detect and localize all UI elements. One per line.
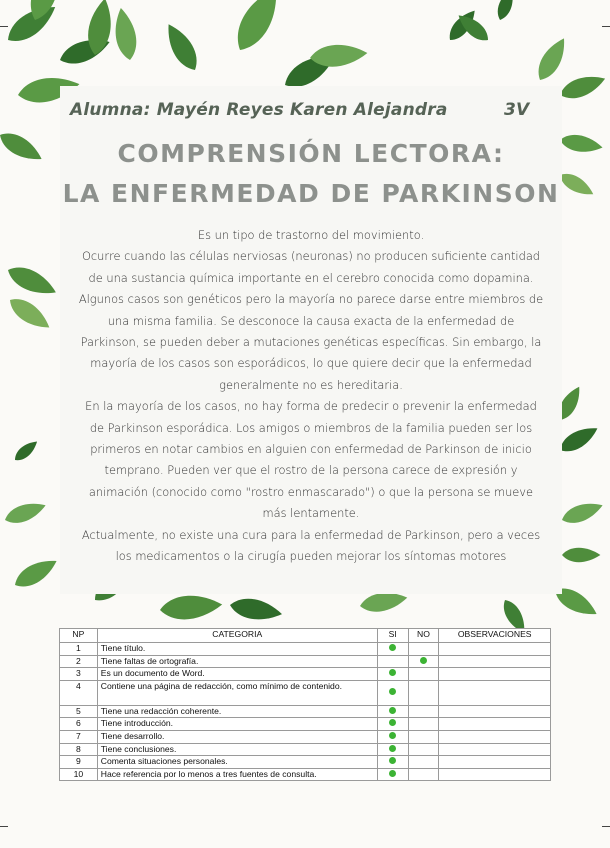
crop-mark [0, 26, 8, 27]
row-si-cell [377, 655, 408, 668]
row-si-cell [377, 743, 408, 756]
check-dot-icon [389, 688, 396, 695]
row-number: 3 [60, 668, 98, 681]
check-dot-icon [389, 757, 396, 764]
row-observaciones [439, 768, 551, 781]
row-si-cell [377, 680, 408, 705]
row-number: 5 [60, 705, 98, 718]
row-category: Tiene conclusiones. [97, 743, 377, 756]
crop-mark [602, 826, 610, 827]
row-category: Comenta situaciones personales. [97, 756, 377, 769]
row-observaciones [439, 680, 551, 705]
page-title-line1: COMPRENSIÓN LECTORA: [117, 139, 505, 168]
table-row [60, 743, 551, 756]
header-no: NO [408, 629, 439, 643]
row-observaciones [439, 743, 551, 756]
row-number: 2 [60, 655, 98, 668]
check-dot-icon [389, 644, 396, 651]
student-name: Alumna: Mayén Reyes Karen Alejandra [70, 100, 448, 120]
crop-mark [602, 26, 610, 27]
row-observaciones [439, 668, 551, 681]
row-category: Hace referencia por lo menos a tres fuentes de consulta. [97, 768, 377, 781]
table-row [60, 705, 551, 718]
row-category: Tiene título. [97, 643, 377, 656]
row-no-cell [408, 718, 439, 731]
header-categoria: CATEGORIA [97, 629, 377, 643]
row-number: 6 [60, 718, 98, 731]
row-category: Tiene faltas de ortografía. [97, 655, 377, 668]
row-si-cell [377, 756, 408, 769]
row-si-cell [377, 643, 408, 656]
row-no-cell [408, 655, 439, 668]
rubric-header-row [60, 629, 551, 643]
check-dot-icon [420, 657, 427, 664]
row-no-cell [408, 680, 439, 705]
row-number: 1 [60, 643, 98, 656]
paragraph: Ocurre cuando las células nerviosas (neuronas) no producen suficiente cantidad de una sustancia química importante en el cerebro conocida como dopamina. [81, 249, 541, 285]
row-number: 9 [60, 756, 98, 769]
check-dot-icon [389, 770, 396, 777]
page-title-line2: LA ENFERMEDAD DE PARKINSON [62, 179, 560, 208]
row-si-cell [377, 718, 408, 731]
table-row [60, 680, 551, 705]
check-dot-icon [389, 732, 396, 739]
table-row [60, 655, 551, 668]
row-observaciones [439, 705, 551, 718]
table-row [60, 756, 551, 769]
reading-text [78, 225, 544, 568]
row-no-cell [408, 768, 439, 781]
student-group: 3V [504, 100, 530, 120]
header-observaciones: OBSERVACIONES [439, 629, 551, 643]
paragraph: En la mayoría de los casos, no hay forma de predecir o prevenir la enfermedad de Parkinson esporádica. Los amigos o miembros de la familia pueden ser los primeros en notar cambios en alguien con enfermedad de Parkinson de inicio temprano. Pueden ver que el rostro de la persona carece de expresión y animación (conocido como "rostro enmascarado") o que la persona se mueve más lentamente. [85, 399, 537, 521]
rubric-table [59, 628, 551, 781]
row-category: Tiene desarrollo. [97, 730, 377, 743]
row-no-cell [408, 705, 439, 718]
header-si: SI [377, 629, 408, 643]
student-header [70, 100, 550, 120]
check-dot-icon [389, 745, 396, 752]
table-row [60, 643, 551, 656]
row-observaciones [439, 643, 551, 656]
row-category: Tiene una redacción coherente. [97, 705, 377, 718]
row-category: Contiene una página de redacción, como mínimo de contenido. [97, 680, 377, 705]
row-no-cell [408, 756, 439, 769]
table-row [60, 718, 551, 731]
table-row [60, 768, 551, 781]
row-si-cell [377, 730, 408, 743]
row-number: 10 [60, 768, 98, 781]
paragraph: Actualmente, no existe una cura para la enfermedad de Parkinson, pero a veces los medicamentos o la cirugía pueden mejorar los síntomas motores [81, 527, 541, 564]
row-observaciones [439, 730, 551, 743]
row-number: 8 [60, 743, 98, 756]
row-number: 7 [60, 730, 98, 743]
table-row [60, 730, 551, 743]
row-si-cell [377, 705, 408, 718]
row-no-cell [408, 730, 439, 743]
check-dot-icon [389, 719, 396, 726]
row-si-cell [377, 668, 408, 681]
table-row [60, 668, 551, 681]
row-category: Es un documento de Word. [97, 668, 377, 681]
row-observaciones [439, 655, 551, 668]
check-dot-icon [389, 707, 396, 714]
row-number: 4 [60, 680, 98, 705]
row-no-cell [408, 743, 439, 756]
paragraph: Es un tipo de trastorno del movimiento. [197, 228, 425, 242]
check-dot-icon [389, 669, 396, 676]
crop-mark [0, 826, 8, 827]
row-observaciones [439, 718, 551, 731]
paragraph: Algunos casos son genéticos pero la mayoría no parece darse entre miembros de una misma familia. Se desconoce la causa exacta de la enfermedad de Parkinson, se pueden deber a mutaciones genéticas específicas. Sin embargo, la mayoría de los casos son esporádicos, lo que quiere decir que la enfermedad generalmente no es hereditaria. [78, 292, 544, 392]
header-np: NP [60, 629, 98, 643]
row-no-cell [408, 668, 439, 681]
row-si-cell [377, 768, 408, 781]
row-observaciones [439, 756, 551, 769]
row-category: Tiene introducción. [97, 718, 377, 731]
row-no-cell [408, 643, 439, 656]
